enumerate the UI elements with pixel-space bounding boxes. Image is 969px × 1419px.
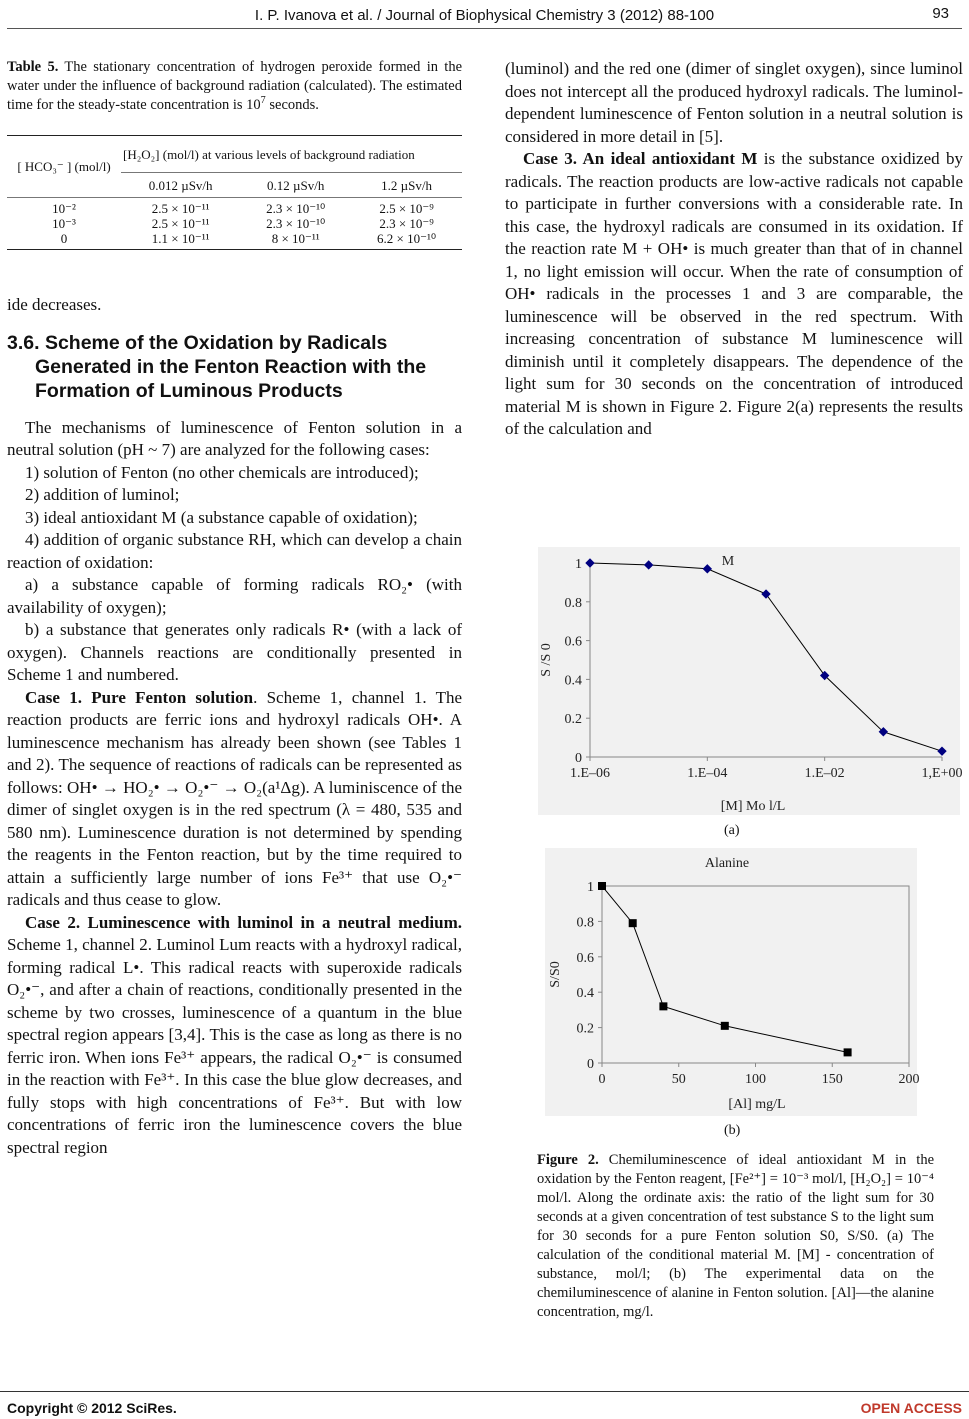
list-item: 1) solution of Fenton (no other chemicals are introduced); — [25, 462, 419, 482]
table-cell: 1.1 × 10⁻¹¹ — [121, 231, 240, 250]
list-item: a) a substance capable of forming radicals RO₂• (with availability of oxygen); — [7, 575, 462, 617]
paragraph: ide decreases. — [7, 295, 102, 314]
paragraph: The mechanisms of luminescence of Fenton solution in a neutral solution (pH ~ 7) are analyzed for the following cases: — [7, 417, 462, 459]
y-tick-label: 0.6 — [576, 950, 594, 966]
y-tick-label: 1 — [587, 880, 594, 895]
chart-title: Alanine — [704, 856, 750, 871]
table5-header-level: 0.012 µSv/h — [121, 173, 240, 198]
x-axis-label: [M] Mo l/L — [720, 799, 786, 814]
data-point — [721, 1022, 729, 1030]
right-column — [505, 58, 963, 441]
left-column — [7, 58, 462, 1159]
table5-header-hco3: [ HCO₃⁻ ] (mol/l) — [7, 136, 121, 198]
table-cell: 2.5 × 10⁻⁹ — [379, 201, 434, 216]
x-tick-label: 1,E+00 — [921, 766, 963, 781]
x-tick-label: 50 — [671, 1072, 686, 1087]
figure-2-caption — [537, 1151, 934, 1322]
table5-caption-end: seconds. — [265, 97, 319, 113]
x-tick-label: 200 — [898, 1072, 920, 1087]
figure-caption-text — [537, 1151, 934, 1322]
x-tick-label: 1.E–04 — [687, 766, 728, 781]
data-point — [598, 882, 606, 890]
table5-caption-text: The stationary concentration of hydrogen peroxide formed in the water under the influence of background radiation (calculated). The estimated time for the steady-state concentration is 10 — [7, 59, 463, 113]
y-tick-label: 0.2 — [564, 712, 582, 728]
y-tick-label: 1 — [575, 557, 582, 572]
table-cell: 10⁻² — [52, 201, 76, 216]
y-tick-label: 0.6 — [564, 634, 582, 650]
table-cell: 2.5 × 10⁻¹¹ — [151, 216, 210, 231]
figure-2a-label: (a) — [724, 823, 740, 838]
y-tick-label: 0.8 — [564, 595, 582, 611]
x-tick-label: 1.E–02 — [804, 766, 845, 781]
table-cell: 8 × 10⁻¹¹ — [240, 231, 351, 250]
y-tick-label: 0.2 — [576, 1021, 594, 1037]
table5-header-level: 1.2 µSv/h — [351, 173, 462, 198]
x-tick-label: 1.E–06 — [569, 766, 611, 781]
y-tick-label: 0 — [587, 1057, 594, 1072]
section-heading: 3.6. Scheme of the Oxidation by Radicals Generated in the Fenton Reaction with the Formation of Luminous Products — [7, 331, 427, 402]
data-point — [645, 561, 653, 569]
y-axis-label: S /S 0 — [539, 643, 554, 677]
table-cell: 2.5 × 10⁻¹¹ — [151, 201, 210, 216]
list-item: 3) ideal antioxidant M (a substance capable of oxidation); — [25, 507, 418, 527]
page-number: 93 — [932, 5, 949, 22]
x-tick-label: 0 — [598, 1072, 606, 1087]
figure-2a-svg — [538, 547, 963, 815]
list-item: b) a substance that generates only radicals R• (with a lack of oxygen). Channels reactions are conditionally presented in Scheme 1 and numbered. — [7, 620, 462, 684]
paragraph — [7, 687, 462, 912]
running-title: I. P. Ivanova et al. / Journal of Biophysical Chemistry 3 (2012) 88-100 — [254, 7, 715, 24]
y-tick-label: 0.8 — [576, 915, 594, 931]
figure-2b-label: (b) — [724, 1123, 741, 1138]
paragraph — [7, 912, 462, 1160]
list-item: 2) addition of luminol; — [25, 485, 180, 504]
table-row — [7, 231, 462, 250]
data-point — [659, 1002, 667, 1010]
x-axis-label: [Al] mg/L — [728, 1097, 786, 1112]
figure-2b-svg — [545, 848, 920, 1116]
table5-header-group: [H₂O₂] (mol/l) at various levels of background radiation — [121, 136, 462, 173]
figure-2a-chart — [538, 547, 963, 815]
table5 — [7, 135, 462, 250]
paragraph: (luminol) and the red one (dimer of singlet oxygen), since luminol does not intercept all the produced hydroxyl radicals. The luminol-dependent luminescence of Fenton solution in a neutral solution is considered in more detail in [5]. — [505, 59, 963, 146]
footer-rule — [0, 1391, 969, 1392]
figure-caption-label: Figure 2. — [537, 1152, 599, 1168]
case1-text: . Scheme 1, channel 1. The reaction products are ferric ions and hydroxyl radicals OH•. A luminescence mechanism has already been shown (see Tables 1 and 2). The sequence of reactions of radicals can be represented as follows: OH• → HO₂• → O₂•⁻ → O₂(a¹Δg). A luminiscence of the dimer of singlet oxygen is in the red spectrum (λ = 480, 535 and 580 nm). Luminescence duration is not determined by spending the reagents in the Fenton reaction, but by the time required to attain a sufficiently large number of ions Fe³⁺ that use O₂•⁻ radicals and thus cease to glow. — [7, 687, 462, 909]
table-cell: 2.3 × 10⁻¹⁰ — [266, 216, 326, 231]
case1-label: Case 1. Pure Fenton solution — [25, 687, 254, 707]
copyright: Copyright © 2012 SciRes. — [7, 1400, 177, 1416]
table-cell: 2.3 × 10⁻¹⁰ — [266, 201, 326, 216]
table5-header-level: 0.12 µSv/h — [240, 173, 351, 198]
open-access-link[interactable]: OPEN ACCESS — [860, 1400, 962, 1416]
table5-caption-label: Table 5. — [7, 59, 59, 75]
table-row — [7, 216, 462, 231]
case2-text: Scheme 1, channel 2. Luminol Lum reacts with a hydroxyl radical, forming radical L•. This radical reacts with superoxide radicals O₂•⁻, and after a chain of reactions, conditionally presented in the scheme by two crosses, luminescence of a quantum in the blue spectral region appears [3,4]. This is the case as long as there is no ferric iron. When ions Fe³⁺ appears, the radical O₂•⁻ is consumed in the reaction with Fe³⁺. In this case the blue glow decreases, and fully stops with high concentrations of Fe³⁺. But with low concentrations of ferric iron the luminescence covers the blue spectral region — [7, 935, 462, 1157]
data-point — [703, 565, 711, 573]
y-tick-label: 0.4 — [576, 986, 594, 1002]
table-cell: 6.2 × 10⁻¹⁰ — [351, 231, 462, 250]
table-cell: 2.3 × 10⁻⁹ — [379, 216, 434, 231]
plot-frame — [602, 886, 909, 1063]
case3-text: is the substance oxidized by radicals. The reaction products are low-active radicals not capable to participate in further conversions with a considerable rate. In this case, the hydroxyl radicals are consumed in its oxidation. If the reaction rate M + OH• is much greater than that of in channel 1, no light emission will occur. When the rate of consumption of OH• radicals in the processes 1 and 3 are comparable, the luminescence will be observed in the red spectrum. With increasing concentration of substance M luminescence will diminish until it completely disappears. The dependence of the light sum for 30 seconds on the concentration of introduced material M is shown in Figure 2. Figure 2(a) represents the results of the calculation and — [505, 149, 963, 438]
data-point — [844, 1048, 852, 1056]
data-point — [938, 747, 946, 755]
table5-caption-sup: 7 — [260, 95, 266, 107]
x-tick-label: 100 — [745, 1072, 766, 1087]
y-tick-label: 0 — [575, 751, 582, 766]
table-cell: 0 — [7, 231, 121, 250]
figure-2b-chart — [545, 848, 920, 1116]
figure-caption-body: Chemiluminescence of ideal antioxidant M in the oxidation by the Fenton reagent, [Fe²⁺] = 10⁻³ mol/l, [H₂O₂] = 10⁻⁴ mol/l. Along the ordinate axis: the ratio of the light sum for 30 seconds at a given concentration of test substance S to the light sum for 30 seconds for a pure Fenton solution S0, S/S0. (a) The calculation of the conditional material M. [M] - concentration of substance, mol/l; (b) The experimental data on the chemiluminescence of alanine in Fenton solution. [Al]—the alanine concentration, mg/l. — [537, 1152, 934, 1320]
list-item: 4) addition of organic substance RH, which can develop a chain reaction of oxidation: — [7, 530, 462, 572]
chart-title: M — [721, 554, 735, 569]
paragraph — [505, 148, 963, 441]
y-tick-label: 0.4 — [564, 673, 582, 689]
case2-label: Case 2. Luminescence with luminol in a neutral medium. — [25, 912, 462, 932]
table5-caption — [7, 58, 462, 115]
data-point — [629, 919, 637, 927]
y-axis-label: S/S0 — [548, 961, 563, 988]
case3-label: Case 3. An ideal antioxidant M — [523, 149, 758, 168]
header-rule — [7, 28, 962, 29]
data-point — [586, 559, 594, 567]
data-point — [762, 590, 770, 598]
table-row — [7, 198, 462, 217]
table-cell: 10⁻³ — [52, 216, 76, 231]
x-tick-label: 150 — [821, 1072, 843, 1087]
